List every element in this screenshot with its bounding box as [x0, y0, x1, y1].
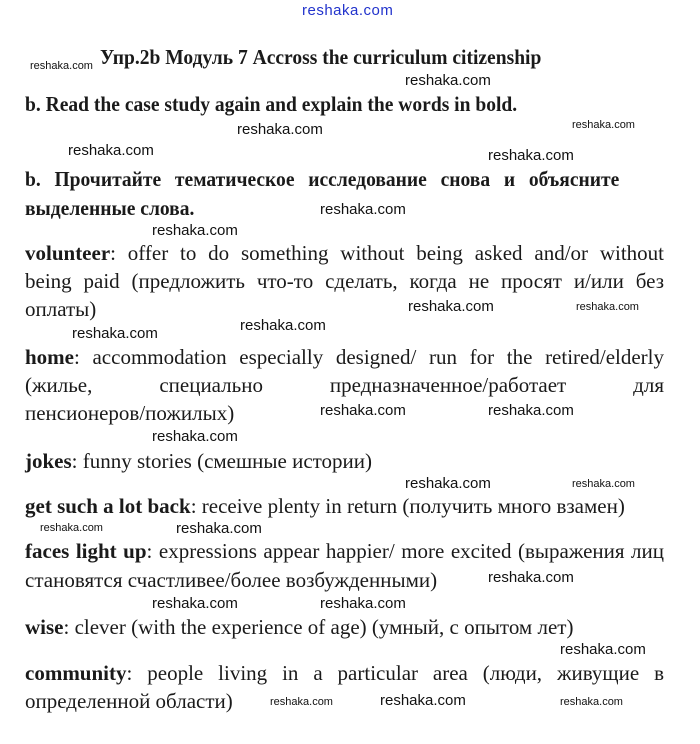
- term: wise: [25, 615, 64, 639]
- term: community: [25, 661, 127, 685]
- entry-jokes: [25, 449, 372, 473]
- watermark: reshaka.com: [176, 520, 262, 537]
- watermark: reshaka.com: [68, 142, 154, 159]
- watermark: reshaka.com: [237, 121, 323, 138]
- watermark: reshaka.com: [572, 478, 635, 490]
- entry-line: становятся счастливее/более возбужденными): [25, 568, 438, 592]
- watermark: reshaka.com: [320, 201, 406, 218]
- watermark: reshaka.com: [320, 402, 406, 419]
- entry-line: being paid (предложить что-то сделать, когда не просят и/или без: [25, 269, 664, 293]
- entry-home: [25, 345, 664, 369]
- watermark: reshaka.com: [152, 428, 238, 445]
- watermark: reshaka.com: [30, 60, 93, 72]
- watermark: reshaka.com: [408, 298, 494, 315]
- instruction-ru-line-2: выделенные слова.: [25, 196, 195, 220]
- watermark: reshaka.com: [576, 301, 639, 313]
- entry-volunteer: [25, 241, 664, 265]
- definition: : offer to do something without being asked and/or without: [110, 241, 664, 265]
- term: faces light up: [25, 539, 147, 563]
- entry-line: оплаты): [25, 297, 97, 321]
- term: volunteer: [25, 241, 111, 265]
- watermark: reshaka.com: [72, 325, 158, 342]
- watermark: reshaka.com: [560, 641, 646, 658]
- entry-faces-light-up: [25, 539, 664, 563]
- term: get such a lot back: [25, 494, 191, 518]
- term: home: [25, 345, 74, 369]
- instruction-en: b. Read the case study again and explain the words in bold.: [25, 92, 518, 116]
- watermark: reshaka.com: [405, 72, 491, 89]
- definition: : clever (with the experience of age) (умный, с опытом лет): [63, 615, 574, 639]
- instruction-ru-line-1: b. Прочитайте тематическое исследование снова и объясните: [25, 167, 620, 191]
- entry-line: определенной области): [25, 689, 233, 713]
- entry-community: [25, 661, 664, 685]
- watermark: reshaka.com: [572, 119, 635, 131]
- entry-wise: [25, 615, 573, 639]
- watermark: reshaka.com: [560, 696, 623, 708]
- watermark: reshaka.com: [152, 595, 238, 612]
- definition: : receive plenty in return (получить много взамен): [190, 494, 625, 518]
- entry-line: (жилье, специально предназначенное/работает для: [25, 373, 664, 397]
- watermark: reshaka.com: [488, 402, 574, 419]
- definition: : accommodation especially designed/ run for the retired/elderly: [74, 345, 664, 369]
- watermark: reshaka.com: [152, 222, 238, 239]
- definition: : funny stories (смешные истории): [71, 449, 373, 473]
- watermark: reshaka.com: [488, 147, 574, 164]
- watermark: reshaka.com: [488, 569, 574, 586]
- watermark: reshaka.com: [380, 692, 466, 709]
- definition: : expressions appear happier/ more excited (выражения лиц: [146, 539, 664, 563]
- watermark: reshaka.com: [240, 317, 326, 334]
- watermark: reshaka.com: [40, 522, 103, 534]
- term: jokes: [25, 449, 72, 473]
- site-link[interactable]: reshaka.com: [302, 2, 394, 19]
- definition: : people living in a particular area (люди, живущие в: [126, 661, 664, 685]
- watermark: reshaka.com: [405, 475, 491, 492]
- entry-get-such-a-lot-back: [25, 494, 625, 518]
- watermark: reshaka.com: [270, 696, 333, 708]
- page-title: Упр.2b Модуль 7 Accross the curriculum citizenship: [100, 45, 542, 69]
- entry-line: пенсионеров/пожилых): [25, 401, 235, 425]
- watermark: reshaka.com: [320, 595, 406, 612]
